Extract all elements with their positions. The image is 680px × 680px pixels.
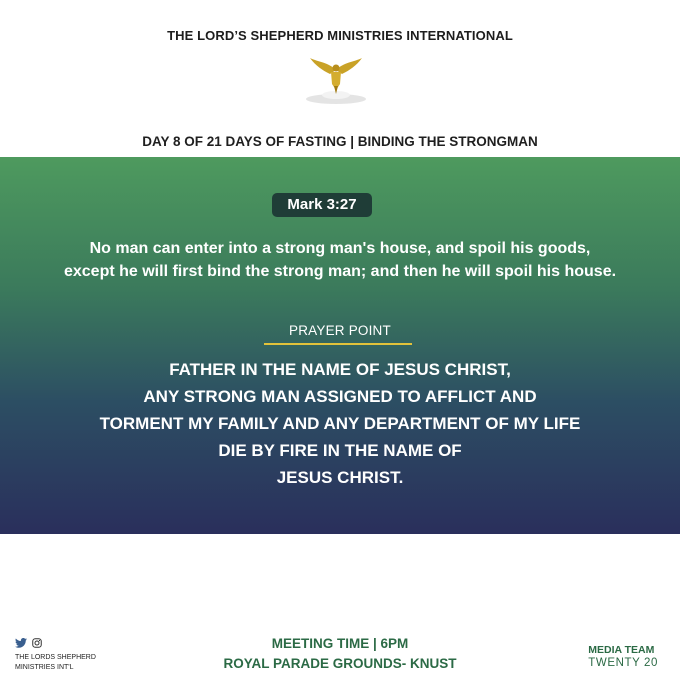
prayer-line: FATHER IN THE NAME OF JESUS CHRIST, [169,360,511,379]
scripture-verse [20,237,660,283]
fasting-day-title: DAY 8 OF 21 DAYS OF FASTING | BINDING THE STRONGMAN [142,134,538,149]
meeting-info [0,634,680,674]
organization-title: THE LORD’S SHEPHERD MINISTRIES INTERNATIONAL [167,28,513,43]
prayer-line: ANY STRONG MAN ASSIGNED TO AFFLICT AND [143,387,537,406]
prayer-point-underline [264,343,412,345]
meeting-venue: ROYAL PARADE GROUNDS- KNUST [223,656,457,671]
eagle-logo-icon [298,56,374,108]
prayer-line: TORMENT MY FAMILY AND ANY DEPARTMENT OF MY LIFE [99,414,581,433]
scripture-reference-badge: Mark 3:27 [272,193,372,217]
media-team-year: TWENTY 20 [588,657,658,669]
verse-line: except he will first bind the strong man; and then he will spoil his house. [63,263,617,280]
prayer-line: DIE BY FIRE IN THE NAME OF [218,441,462,460]
prayer-text [20,356,660,491]
social-name-line: THE LORDS SHEPHERD [15,654,96,661]
media-team-credit [588,644,658,670]
social-name-line: MINISTRIES INT'L [15,664,74,671]
prayer-line: JESUS CHRIST. [276,468,404,487]
meeting-time: MEETING TIME | 6PM [271,636,409,651]
prayer-point-label: PRAYER POINT [289,323,391,338]
verse-line: No man can enter into a strong man's house, and spoil his goods, [89,240,591,257]
media-team-label: MEDIA TEAM [588,644,655,656]
